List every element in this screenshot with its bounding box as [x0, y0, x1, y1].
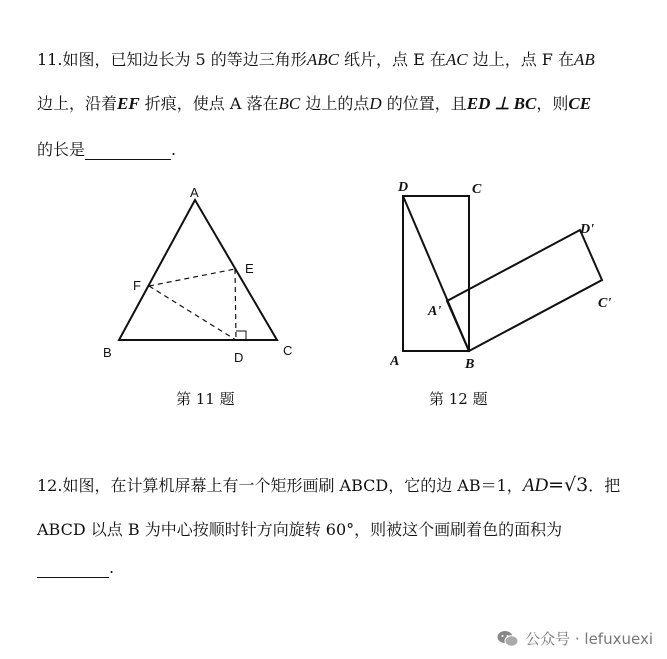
q12-line-2	[37, 520, 562, 540]
figure-11	[95, 185, 315, 375]
label-a-prime: A'	[428, 304, 442, 319]
answer-blank[interactable]	[85, 143, 171, 160]
q11-math: ED ⊥ BC	[466, 94, 537, 113]
q12-math: =	[548, 474, 565, 496]
q11-math: D	[369, 94, 382, 113]
q11-text: 边上，点 F 在	[467, 50, 574, 69]
q11-text: .	[171, 140, 177, 159]
figure-12	[390, 175, 620, 375]
label-b: B	[103, 345, 112, 360]
label-f: F	[133, 278, 141, 293]
q11-text: 11.如图，已知边长为 5 的等边三角形	[37, 50, 307, 69]
label-b: B	[465, 357, 475, 372]
label-d: D	[234, 350, 244, 365]
rectangle-a-b-c-d-rotated	[447, 230, 602, 351]
label-c: C	[472, 182, 482, 197]
fold-line-fe	[149, 269, 235, 286]
q12-text: .	[109, 558, 115, 577]
label-e: E	[245, 261, 254, 276]
answer-blank[interactable]	[37, 561, 109, 578]
q11-math: BC	[278, 94, 301, 113]
label-c: C	[283, 343, 293, 358]
q11-math: AC	[445, 50, 468, 69]
q11-line-3	[37, 140, 176, 160]
q12-math: √3	[564, 474, 589, 496]
label-a: A	[390, 354, 400, 369]
label-a: A	[190, 185, 199, 200]
q12-math: AD	[522, 475, 549, 496]
q11-text: ，则	[536, 94, 569, 113]
q11-text: 边上的点	[300, 94, 370, 113]
q12-text: 12.如图，在计算机屏幕上有一个矩形画刷 ABCD，它的边 AB＝1，	[37, 476, 523, 495]
q11-text: 边上，沿着	[37, 94, 118, 113]
q11-math: CE	[568, 94, 592, 113]
fold-line-fd	[149, 286, 236, 340]
figure-11-caption: 第 11 题	[176, 390, 235, 408]
q11-text: 折痕，使点 A 落在	[139, 94, 279, 113]
label-d: D	[398, 180, 409, 195]
q11-math: EF	[117, 94, 140, 113]
q12-text: ．把	[588, 476, 621, 495]
q11-line-2	[37, 94, 591, 114]
q11-text: 的位置，且	[381, 94, 467, 113]
label-c-prime: C'	[598, 296, 612, 311]
figure-12-caption: 第 12 题	[429, 390, 488, 408]
q12-line-3	[37, 558, 114, 578]
label-d-prime: D'	[580, 222, 594, 237]
fold-line-ed	[235, 269, 236, 340]
right-angle-mark	[236, 331, 246, 340]
watermark	[497, 628, 653, 649]
q11-text: 的长是	[37, 140, 86, 159]
q12-text: ABCD 以点 B 为中心按顺时针方向旋转 60°，则被这个画刷着色的面积为	[37, 520, 563, 539]
q11-text: 纸片，点 E 在	[338, 50, 446, 69]
q11-math: AB	[573, 50, 595, 69]
q11-line-1	[37, 50, 595, 70]
q11-math: ABC	[306, 50, 339, 69]
watermark-text: 公众号 · lefuxuexi	[525, 630, 653, 648]
wechat-icon	[497, 630, 519, 648]
q12-line-1	[37, 475, 620, 496]
